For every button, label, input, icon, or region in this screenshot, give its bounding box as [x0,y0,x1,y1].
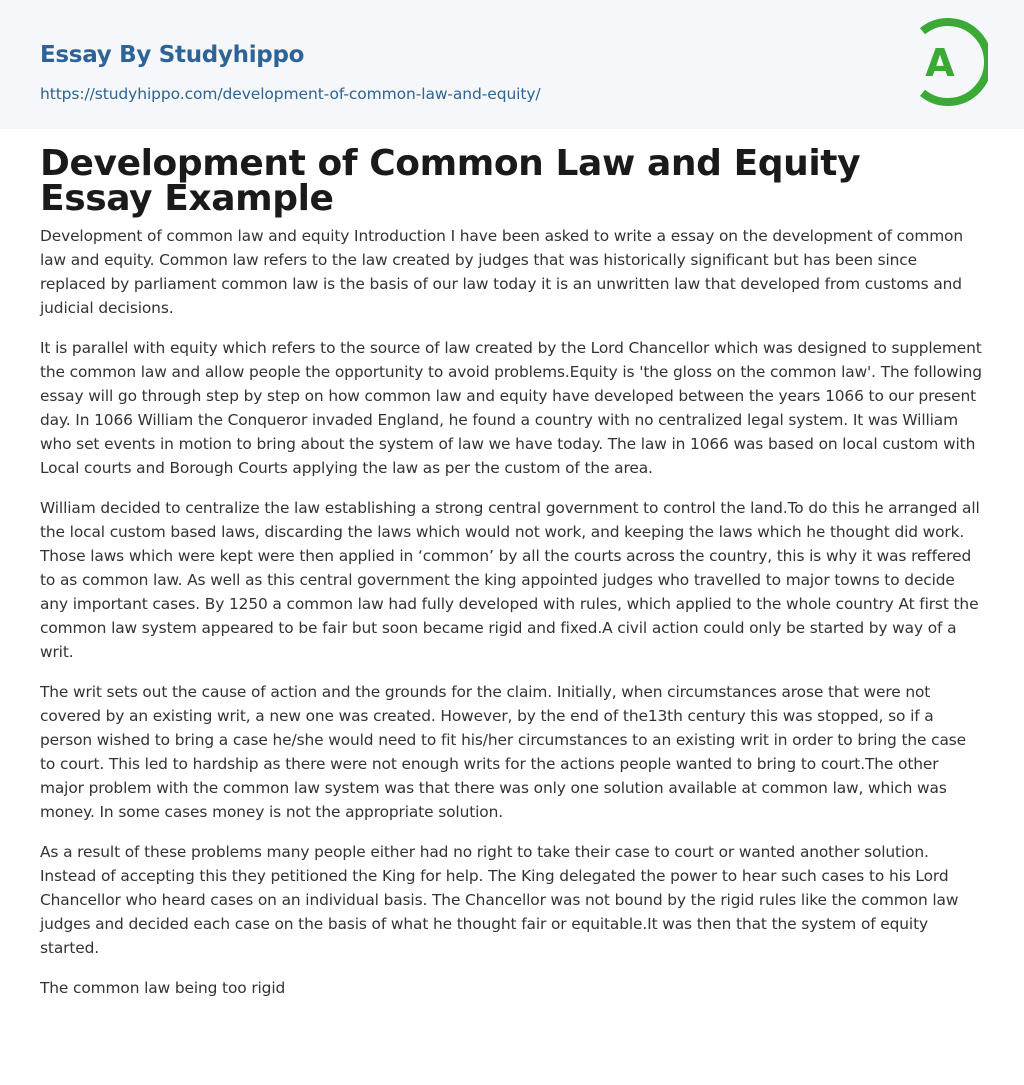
article-title: Development of Common Law and Equity Essay Example [40,143,861,219]
article-paragraph-3: William decided to centralize the law establishing a strong central government to control the land.To do this he arranged all the local custom based laws, discarding the laws which would not work, and keeping the laws which he thought did work. Those laws which were kept were then applied in ‘common’ by all the courts across the country, this is why it was reffered to as common law. As well as this central government the king appointed judges who travelled to major towns to decide any important cases. By 1250 a common law had fully developed with rules, which applied to the whole country At first the common law system appeared to be fair but soon became rigid and fixed.A civil action could only be started by way of a writ. [40,499,980,661]
site-brand[interactable]: Essay By Studyhippo [40,42,305,68]
grade-a-logo-icon[interactable] [912,18,988,106]
site-header [0,0,1024,129]
logo-letter: A [925,41,955,85]
article-paragraph-1: Development of common law and equity Introduction I have been asked to write a essay on the development of common law and equity. Common law refers to the law created by judges that was historically significant but has been since replaced by parliament common law is the basis of our law today it is an unwritten law that developed from customs and judicial decisions. [40,227,963,317]
article-content [40,143,984,1016]
article-paragraph-5: As a result of these problems many people either had no right to take their case to court or wanted another solution. Instead of accepting this they petitioned the King for help. The King delegated the power to hear such cases to his Lord Chancellor who heard cases on an individual basis. The Chancellor was not bound by the rigid rules like the common law judges and decided each case on the basis of what he thought fair or equitable.It was then that the system of equity started. [40,843,959,957]
article-paragraph-4: The writ sets out the cause of action and the grounds for the claim. Initially, when circumstances arose that were not covered by an existing writ, a new one was created. However, by the end of the13th century this was stopped, so if a person wished to bring a case he/she would need to fit his/her circumstances to an existing writ in order to bring the case to court. This led to hardship as there were not enough writs for the actions people wanted to bring to court.The other major problem with the common law system was that there was only one solution available at common law, which was money. In some cases money is not the appropriate solution. [40,683,967,821]
article-paragraph-6: The common law being too rigid [40,979,286,997]
article-paragraph-2: It is parallel with equity which refers to the source of law created by the Lord Chancellor which was designed to supplement the common law and allow people the opportunity to avoid problems.Equity is 'the gloss on the common law'. The following essay will go through step by step on how common law and equity have developed between the years 1066 to our present day. In 1066 William the Conqueror invaded England, he found a country with no centralized legal system. It was William who set events in motion to bring about the system of law we have today. The law in 1066 was based on local custom with Local courts and Borough Courts applying the law as per the custom of the area. [40,339,982,477]
essay-url-link[interactable]: https://studyhippo.com/development-of-common-law-and-equity/ [40,85,541,103]
